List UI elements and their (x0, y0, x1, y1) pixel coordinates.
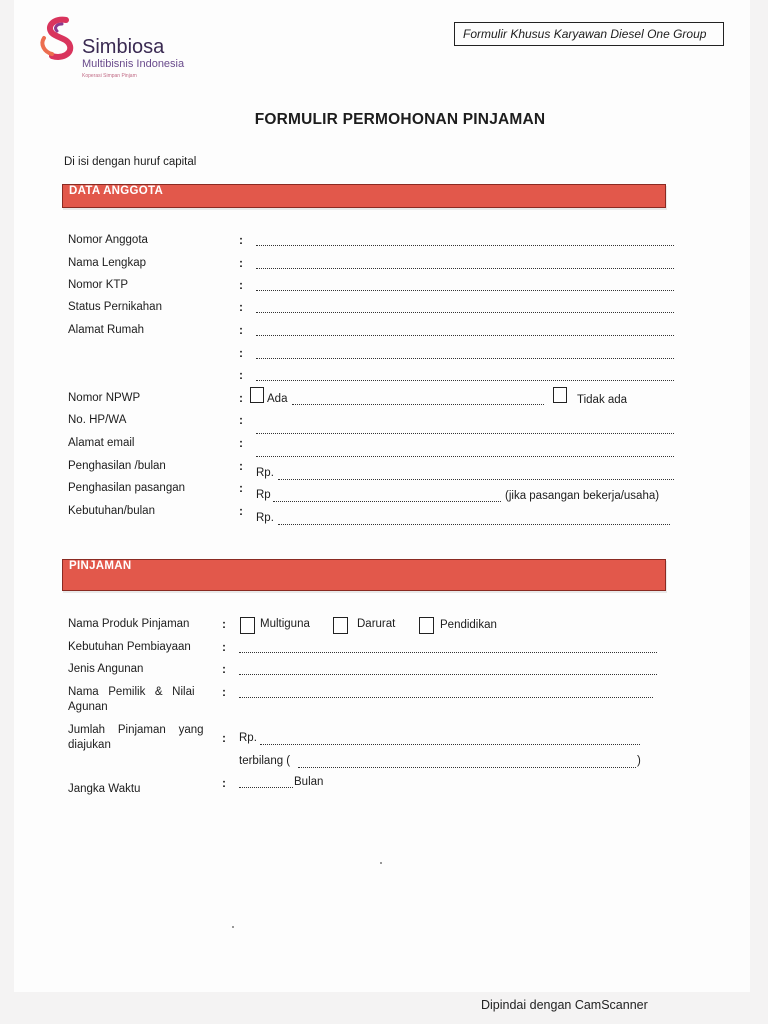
jumlah-rp: Rp. (239, 732, 257, 744)
colon: : (239, 459, 243, 473)
logo-name: Simbiosa (82, 36, 165, 58)
form-title: FORMULIR PERMOHONAN PINJAMAN (254, 111, 546, 128)
header-badge: Formulir Khusus Karyawan Diesel One Group (454, 22, 724, 46)
label-jenis-angunan: Jenis Angunan (68, 663, 144, 675)
colon: : (222, 776, 226, 790)
nomor-anggota-field[interactable] (256, 245, 674, 246)
npwp-number-field[interactable] (292, 404, 544, 405)
kebutuhan-rp: Rp. (256, 512, 274, 524)
kebutuhan-pembiayaan-field[interactable] (239, 652, 657, 653)
logo-subtitle: Multibisnis Indonesia (82, 58, 185, 70)
colon: : (239, 368, 243, 382)
terbilang-label: terbilang ( (239, 755, 291, 767)
section-bar-pinjaman (62, 559, 666, 591)
logo-tagline: Koperasi Simpan Pinjam (82, 73, 137, 79)
label-kebutuhan: Kebutuhan/bulan (68, 505, 155, 517)
nama-lengkap-field[interactable] (256, 268, 674, 269)
npwp-tidak-ada-checkbox[interactable] (553, 387, 567, 403)
instruction-text: Di isi dengan huruf capital (64, 156, 197, 168)
product-pendidikan-checkbox[interactable] (419, 617, 434, 634)
colon: : (239, 504, 243, 518)
scan-speck (380, 862, 382, 864)
status-pernikahan-field[interactable] (256, 312, 674, 313)
label-kebutuhan-pembiayaan: Kebutuhan Pembiayaan (68, 641, 191, 653)
nama-pemilik-field[interactable] (239, 697, 653, 698)
label-nomor-ktp: Nomor KTP (68, 279, 129, 291)
label-nama-lengkap: Nama Lengkap (68, 257, 146, 269)
label-nama-pemilik: Nama Pemilik & Nilai (68, 686, 195, 698)
label-diajukan: diajukan (68, 739, 111, 751)
spouse-note: (jika pasangan bekerja/usaha) (505, 490, 660, 502)
scan-speck (232, 926, 234, 928)
colon: : (239, 256, 243, 270)
alamat-rumah-field-1[interactable] (256, 335, 674, 336)
label-jangka-waktu: Jangka Waktu (68, 783, 141, 795)
label-no-hp: No. HP/WA (68, 414, 127, 426)
colon: : (239, 413, 243, 427)
colon: : (222, 685, 226, 699)
label-nomor-npwp: Nomor NPWP (68, 392, 141, 404)
section-bar-data-anggota (62, 184, 666, 208)
colon: : (239, 233, 243, 247)
jangka-waktu-field[interactable] (239, 787, 293, 788)
product-pendidikan-label: Pendidikan (440, 619, 497, 631)
nomor-ktp-field[interactable] (256, 290, 674, 291)
penghasilan-pasangan-field[interactable] (273, 501, 501, 502)
alamat-rumah-field-2[interactable] (256, 358, 674, 359)
product-multiguna-label: Multiguna (260, 618, 310, 630)
colon: : (239, 436, 243, 450)
colon: : (222, 731, 226, 745)
label-status-pernikahan: Status Pernikahan (68, 301, 162, 313)
colon: : (222, 640, 226, 654)
label-agunan: Agunan (68, 701, 108, 713)
bulan-label: Bulan (294, 776, 324, 788)
alamat-rumah-field-3[interactable] (256, 380, 674, 381)
penghasilan-pasangan-rp: Rp (256, 489, 271, 501)
npwp-tidak-ada-label: Tidak ada (577, 394, 628, 406)
camscanner-footer: Dipindai dengan CamScanner (481, 998, 648, 1012)
colon: : (239, 346, 243, 360)
terbilang-close: ) (637, 755, 641, 767)
colon: : (239, 323, 243, 337)
npwp-ada-label: Ada (267, 393, 288, 405)
label-nomor-anggota: Nomor Anggota (68, 234, 148, 246)
label-jumlah-pinjaman: Jumlah Pinjaman yang (68, 724, 204, 736)
section-heading: PINJAMAN (69, 560, 132, 572)
label-nama-produk: Nama Produk Pinjaman (68, 618, 190, 630)
penghasilan-rp: Rp. (256, 467, 274, 479)
no-hp-field[interactable] (256, 433, 674, 434)
colon: : (222, 617, 226, 631)
section-heading: DATA ANGGOTA (69, 185, 164, 197)
product-darurat-label: Darurat (357, 618, 396, 630)
kebutuhan-field[interactable] (278, 524, 670, 525)
product-multiguna-checkbox[interactable] (240, 617, 255, 634)
product-darurat-checkbox[interactable] (333, 617, 348, 634)
jenis-angunan-field[interactable] (239, 674, 657, 675)
alamat-email-field[interactable] (256, 456, 674, 457)
terbilang-field[interactable] (298, 767, 636, 768)
label-penghasilan: Penghasilan /bulan (68, 460, 166, 472)
label-penghasilan-pasangan: Penghasilan pasangan (68, 482, 186, 494)
simbiosa-logo-icon (36, 16, 80, 60)
colon: : (222, 662, 226, 676)
penghasilan-field[interactable] (278, 479, 674, 480)
colon: : (239, 278, 243, 292)
jumlah-pinjaman-field[interactable] (260, 744, 640, 745)
npwp-ada-checkbox[interactable] (250, 387, 264, 403)
label-alamat-email: Alamat email (68, 437, 135, 449)
colon: : (239, 481, 243, 495)
colon: : (239, 391, 243, 405)
colon: : (239, 300, 243, 314)
label-alamat-rumah: Alamat Rumah (68, 324, 145, 336)
